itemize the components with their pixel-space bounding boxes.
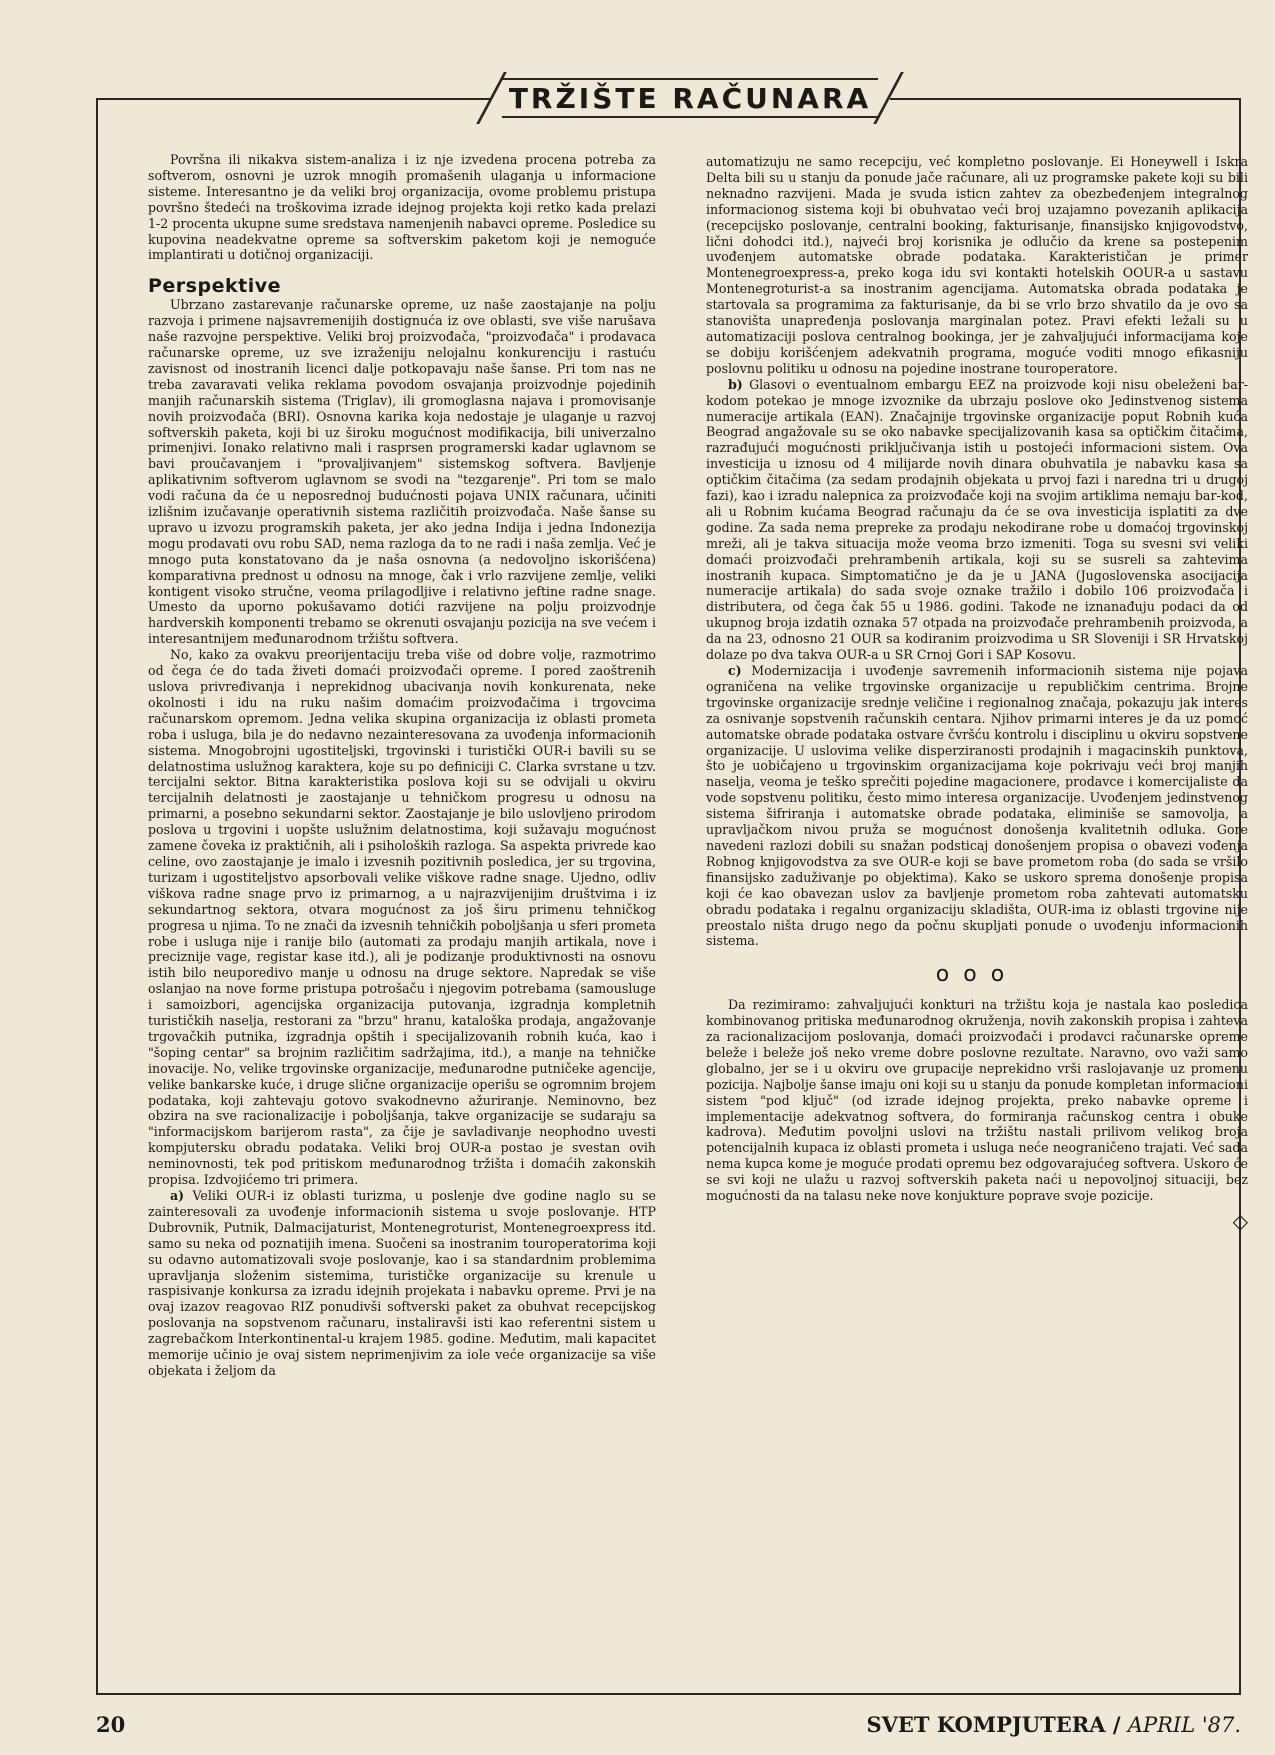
intro-paragraph: Površna ili nikakva sistem-analiza i iz nje izvedena procena potreba za softverom, osnovni je uzrok mnogih promašenih ulaganja u informacione sisteme. Interesantno je da veliki broj organizacija, ovome problemu pristupa površno štedeći na troškovima izrade idejnog projekta koji retko kada prelazi 1-2 procenta ukupne sume sredstava namenjenih nabavci opreme. Posledice su kupovina neadekvatne opreme sa softverskim paketom koji je nemoguće implantirati u dotičnoj organizaciji. [148,152,656,263]
section-separator: ooo [935,962,1019,988]
end-of-article-icon: ◇ [1232,1209,1248,1233]
section-header-banner [490,72,890,124]
paragraph-example-c [706,663,1248,949]
example-c-text: Modernizacija i uvođenje savremenih informacionih sistema nije pojava ograničena na velike trgovinske organizacije u republičkim centrima. Brojne trgovinske organizacije srednje veličine i regionalnog značaja, pokazuju jak interes za osnivanje sopstvenih računskih centara. Njihov primarni interes je da uz pomoć automatske obrade podataka ostvare čvršću kontrolu i disciplinu u okviru sopstvene organizacije. U uslovima velike disperziranosti prodajnih i magacinskih punktova, što je uobičajeno u trgovinskim organizacijama koje pokrivaju veći broj manjih naselja, veoma je teško sprečiti pojedine magacionere, prodavce i komercijaliste da vode sopstvenu politiku, često mimo interesa organizacije. Uvođenjem jedinstvenog sistema šifriranja i automatske obrade podataka, eliminiše se samovolja, a upravljačkom nivou pruža se mogućnost donošenja kvalitetnih odluka. Gore navedeni razlozi dobili su snažan podsticaj donošenjem propisa o obavezi vođenja Robnog knjigovodstva za sve OUR-e koji se bave prometom roba (do sada se vršilo finansijsko zaduživanje po objektima). Kako se uskoro sprema donošenje propisa koji će kao obavezan uslov za bavljenje prometom roba zahtevati automatsku obradu podataka i regalnu organizaciju skladišta, OUR-ima iz oblasti trgovine nije preostalo ništa drugo nego da počnu skupljati ponude o uvođenju informacionih sistema. [706,663,1248,949]
example-b-text: Glasovi o eventualnom embargu EEZ na proizvode koji nisu obeleženi bar-kodom potekao je mnoge izvoznike da ubrzaju poslove oko Jedinstvenog sistema numeracije artikala (EAN). Značajnije trgovinske organizacije poput Robnih kuća Beograd angažovale su se oko nabavke specijalizovanih kasa sa optičkim čitačima, razrađujući mogućnosti priključivanja istih u postojeći informacioni sistem. Ova investicija u iznosu od 4 milijarde novih dinara obuhvatila je nabavku kasa sa optičkim čitačima (za sedam prodajnih objekata u prvoj fazi i naredna tri u drugoj fazi), kao i izradu nalepnica za proizvođače koji na svojim artiklima nemaju bar-kod, ali u Robnim kućama Beograd računaju da će se ova investicija isplatiti za dve godine. Za sada nema prepreke za prodaju nekodirane robe u domaćoj trgovinskoj mreži, ali je takva situacija može veoma brzo izmeniti. Toga su svesni svi veliki domaći proizvođači prehrambenih artikala, koji su se susreli sa zahtevima inostranih kupaca. Simptomatično je da je u JANA (Jugoslovenska asocijacija numeracije artikala) do sada svoje oznake tražilo i dobilo 106 proizvođača i distributera, od čega čak 55 u 1986. godini. Takođe ne iznanađuju podaci da od ukupnog broja izdatih oznaka 57 otpada na proizvođače prehrambenih proizvoda, a da na 23, odnosno 21 OUR sa kodiranim proizvodima u SR Sloveniji i SR Hrvatskoj dolaze po dva takva OUR-a u SR Crnoj Gori i SAP Kosovu. [706,376,1248,663]
section-title: TRŽIŠTE RAČUNARA [508,81,872,115]
subheading-perspektive: Perspektive [148,275,281,298]
example-c-label: c) [728,663,742,678]
example-a-label: a) [170,1188,185,1203]
banner-top-rule [502,78,878,80]
paragraph-perspektive-1: Ubrzano zastarevanje računarske opreme, uz naše zaostajanje na polju razvoja i primene najsavremenijih dostignuća iz ove oblasti, sve više narušava naše razvojne perspektive. Veliki broj proizvođača, "proizvođača" i prodavaca računarske opreme, uz sve izraženiju nelojalnu konkurenciju i rastuću zavisnost od inostranih licenci dalje potkopavaju naše šanse. Pri tom nas ne treba zavaravati velika reklama povodom osvajanja proizvodnje pojedinih manjih računarskih sistema (Triglav), ili gromoglasna najava i promovisanje novih proizvođača (BRI). Osnovna karika koja nedostaje je ulaganje u razvoj softverskih paketa, koji bi uz široku mogućnost modifikacija, bili univerzalno primenjivi. Ionako relativno mali i rasprsen programerski kadar uglavnom se bavi proučavanjem i "provaljivanjem" sistemskog softvera. Bavljenje aplikativnim softverom uglavnom se svodi na "tezgarenje". Pri tom se malo vodi računa da će u neposrednoj budućnosti pojava UNIX računara, učiniti izlišnim izučavanje operativnih sistema različitih proizvođača. Naše šanse su upravo u izvozu programskih paketa, jer ako jedna Indija i jedna Indonezija mogu prodavati ovu robu SAD, nema razloga da to ne radi i naša zemlja. Već je mnogo puta konstatovano da je naša osnovna (a nedovoljno iskorišćena) komparativna prednost u odnosu na mnoge, čak i vrlo razvijene zemlje, veliki kontigent visoko stručne, veoma prilagodljive i relativno jeftine radne snage. Umesto da uporno pokušavamo dotići razvijene na polju proizvodnje hardverskih komponenti trebamo se okrenuti osvajanju pozicija na sve većem i interesantnijem međunarodnom tržištu softvera. [148,297,656,647]
footer-masthead [866,1712,1241,1737]
paragraph-perspektive-2: No, kako za ovakvu preorijentaciju treba više od dobre volje, razmotrimo od čega će do tada živeti domaći proizvođači opreme. I pored zaoštrenih uslova privređivanja i neprekidnog ubacivanja novih konkurenata, neke okolnosti i idu na ruku našim domaćim proizvođačima i trgovcima računarskom opremom. Jedna velika skupina organizacija iz oblasti prometa roba i usluga, bila je do nedavno nezainteresovana za uvođenja informacionih sistema. Mnogobrojni ugostiteljski, trgovinski i turistički OUR-i bavili su se delatnostima uslužnog karaktera, koje su po definiciji C. Clarka svrstane u tzv. tercijalni sektor. Bitna karakteristika poslova koji su se odvijali u okviru tercijalnih delatnosti je zaostajanje u tehničkom progresu u odnosu na primarni, a posebno sekundarni sektor. Zaostajanje je bilo uslovljeno prirodom poslova u trgovini i uopšte uslužnim delatnostima, koji sužavaju mogućnost zamene čoveka iz praktičnih, ali i psiholoških razloga. Sa aspekta privrede kao celine, ovo zaostajanje je imalo i izvesnih pozitivnih posledica, jer su trgovina, turizam i ugostiteljstvo apsorbovali velike viškove radne snage. Ujedno, odliv viškova radne snage prvo iz primarnog, a u najrazvijenijim društvima i iz sekundartnog sektora, otvara mogućnost za još širu primenu tehničkog progresa u njima. To ne znači da izvesnih tehničkih poboljšanja u sferi prometa robe i usluga nije i ranije bilo (automati za prodaju manjih artikala, nove i preciznije vage, registar kase itd.), ali je podizanje produktivnosti na osnovu istih bilo neuporedivo manje u odnosu na druge sektore. Napredak se više oslanjao na nove forme pristupa potrošaču i njegovim potrebama (samousluge i samoizbori, agencijska organizacija putovanja, izgradnja kompletnih turističkih naselja, restorani za "brzu" hranu, kataloška prodaja, angažovanje trgovačkih putnika, izgradnja opštih i specijalizovanih robnih kuća, kao i "šoping centar" sa brojnim različitim sadržajima, itd.), a manje na tehničke inovacije. No, velike trgovinske organizacije, međunarodne putničeke agencije, velike bankarske kuće, i druge slične organizacije operišu se ogromnim brojem podataka, koji zahtevaju gotovo svakodnevno ažuriranje. Neminovno, bez obzira na sve racionalizacije i poboljšanja, takve organizacije se sudaraju sa "informacijskom barijerom rasta", za čije je savladivanje neophodno uvesti kompjutersku obradu podataka. Veliki broj OUR-a postao je svestan ovih neminovnosti, tek pod pritiskom međunarodnog tržišta i domaćih zakonskih propisa. Izdvojićemo tri primera. [148,647,656,1188]
left-column [148,152,656,1379]
example-b-label: b) [728,376,743,392]
page-number: 20 [96,1712,126,1737]
paragraph-example-b [706,377,1248,663]
conclusion-paragraph: Da rezimiramo: zahvaljujući konkturi na tržištu koja je nastala kao posledica kombinovanog pritiska međunarodnog okruženja, novih zakonskih propisa i zahteva za racionalizacijom poslovanja, domaći proizvođači i prodavci računarske opreme beleže i beleže još neko vreme dobre poslovne rezultate. Naravno, ovo važi samo globalno, jer se i u okviru ove grupacije neprekidno vrši raslojavanje uz promenu pozicija. Najbolje šanse imaju oni koji su u stanju da ponude kompletan informacioni sistem "pod ključ" (od izrade idejnog projekta, preko nabavke opreme i implementacije adekvatnog softvera, do formiranja računskog centra i obuke kadrova). Međutim povoljni uslovi na tržištu nastali prilivom velikog broja potencijalnih kupaca iz oblasti prometa i usluga neće neograničeno trajati. Već sada nema kupca kome je moguće prodati opremu bez odgovarajućeg softvera. Uskoro će se svi koji ne ulažu u razvoj softverskih paketa naći u nepovoljnoj situaciji, bez mogućnosti da na talasu neke nove konjukture poprave svoje pozicije. [706,997,1248,1204]
example-a-text: Veliki OUR-i iz oblasti turizma, u poslenje dve godine naglo su se zainteresovali za uvođenje informacionih sistema u svoje poslovanje. HTP Dubrovnik, Putnik, Dalmacijaturist, Montenegroturist, Montenegroexpress itd. samo su neka od poznatijih imena. Suočeni sa inostranim touroperatorima koji su odavno automatizovali svoje poslovanje, kao i sa standardnim problemima upravljanja složenim sistemima, turističke organizacije su krenule u raspisivanje konkursa za izradu idejnih projekata i nabavku opreme. Prvi je na ovaj izazov reagovao RIZ ponudivši softverski paket za obuhvat recepcijskog poslovanja na sopstvenom računaru, instaliravši isti kao referentni sistem u zagrebačkom Interkontinental-u krajem 1985. godine. Međutim, mali kapacitet memorije učinio je ovaj sistem neprimenjivim za iole veće organizacije sa više objekata i željom da [148,1188,656,1378]
paragraph-example-a [148,1188,656,1379]
right-column [706,154,1248,1233]
magazine-name: SVET KOMPJUTERA / [866,1712,1121,1737]
paragraph-continued: automatizuju ne samo recepciju, već kompletno poslovanje. Ei Honeywell i Iskra Delta bili su u stanju da ponude jače računare, ali uz programske pakete koji su bili neknadno razvijeni. Mada je svuda isticn zahtev za obezbeđenjem integralnog informacionog sistema koji bi obuhvatao veći broj uzajamno povezanih aplikacija (recepcijsko poslovanje, centralni booking, fakturisanje, finansijsko knjigovodstvo, lični dohodci itd.), najveći broj korisnika je odlučio da krene sa postepenim uvođenjem automatske obrade podataka. Karakterističan je primer Montenegroexpress-a, preko koga idu svi kontakti hotelskih OOUR-a u sastavu Montenegroturist-a sa inostranim agencijama. Automatska obrada podataka je startovala sa programima za fakturisanje, da bi se vrlo brzo shvatilo da je ovo sa stanovišta unapređenja poslovanja marginalan potez. Pravi efekti ležali su u automatizaciji poslova centralnog bookinga, jer je zahvaljujući informacijama koje se dobiju korišćenjem adekvatnih programa, moguće voditi mnogo efikasniju poslovnu politiku u odnosu na pojedine inostrane touroperatore. [706,154,1248,376]
issue-date: APRIL '87. [1127,1713,1241,1737]
banner-bottom-rule [502,116,878,118]
